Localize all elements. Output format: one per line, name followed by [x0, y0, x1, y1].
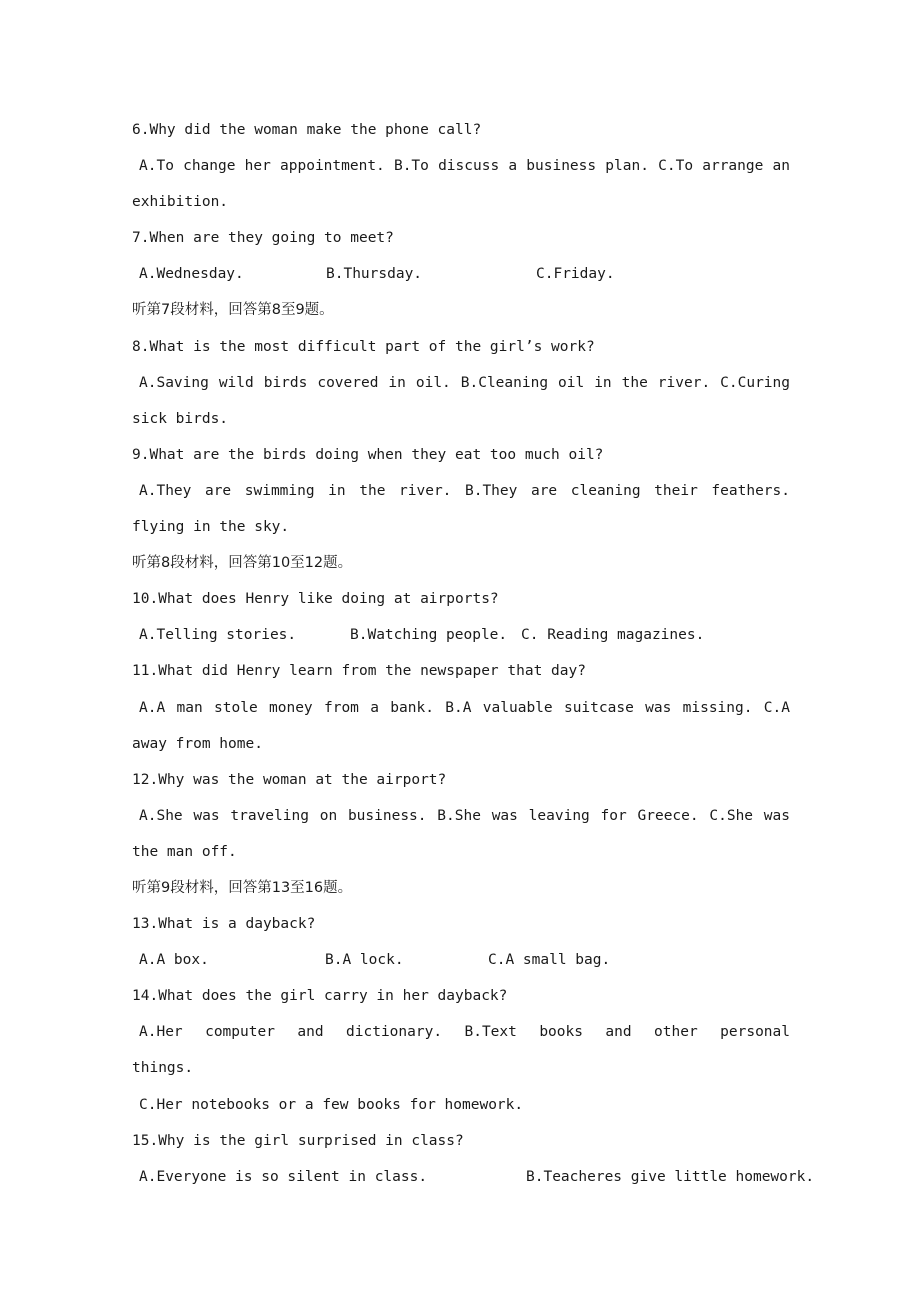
question-9-options-cont: flying in the sky.: [132, 519, 290, 536]
question-10: 10.What does Henry like doing at airports?: [132, 591, 499, 608]
option-c: C.Friday.: [536, 266, 615, 283]
question-6: 6.Why did the woman make the phone call?: [132, 122, 482, 138]
question-14: 14.What does the girl carry in her dayback?: [132, 988, 508, 1005]
section-heading-8: 听第8段材料，回答第10至12题。: [132, 555, 353, 572]
option-b: B.Thursday.: [326, 266, 423, 283]
question-14-options-cont: things.: [132, 1060, 194, 1077]
question-13: 13.What is a dayback?: [132, 916, 316, 933]
option-b: B.Watching people.: [350, 627, 508, 644]
question-11-options: A.A man stole money from a bank. B.A valuable suitcase was missing. C.A: [139, 699, 790, 716]
question-13-options: [132, 942, 790, 978]
option-c: C. Reading magazines.: [521, 627, 705, 644]
question-6-options: A.To change her appointment. B.To discuss a business plan. C.To arrange an: [139, 158, 790, 175]
question-9-options: A.They are swimming in the river. B.They are cleaning their feathers.: [139, 482, 790, 499]
option-a: A.Telling stories.: [139, 627, 297, 644]
question-11-options-cont: away from home.: [132, 735, 263, 752]
question-7: 7.When are they going to meet?: [132, 230, 394, 247]
question-14-options: A.Her computer and dictionary. B.Text books and other personal: [139, 1024, 790, 1041]
question-12-options: A.She was traveling on business. B.She was leaving for Greece. C.She was: [139, 807, 790, 824]
exam-page: [132, 112, 815, 1195]
question-8: 8.What is the most difficult part of the girl’s work?: [132, 338, 595, 355]
question-14-option-c: C.Her notebooks or a few books for homework.: [139, 1096, 524, 1113]
question-8-options-cont: sick birds.: [132, 410, 229, 427]
option-c: C.A small bag.: [488, 952, 611, 969]
question-8-options: A.Saving wild birds covered in oil. B.Cleaning oil in the river. C.Curing: [139, 374, 790, 391]
section-heading-7: 听第7段材料，回答第8至9题。: [132, 302, 334, 319]
question-9: 9.What are the birds doing when they eat too much oil?: [132, 446, 604, 463]
question-11: 11.What did Henry learn from the newspaper that day?: [132, 663, 586, 680]
question-6-options-cont: exhibition.: [132, 194, 229, 211]
question-7-options: [132, 256, 790, 292]
question-12: 12.Why was the woman at the airport?: [132, 771, 447, 788]
option-b: B.A lock.: [325, 952, 404, 969]
option-a: A.Everyone is so silent in class.: [139, 1168, 428, 1185]
option-a: A.Wednesday.: [139, 266, 244, 283]
option-b: B.Teacheres give little homework.: [526, 1168, 815, 1185]
question-15: 15.Why is the girl surprised in class?: [132, 1132, 464, 1149]
option-a: A.A box.: [139, 952, 209, 969]
question-15-options: [132, 1159, 815, 1195]
question-12-options-cont: the man off.: [132, 843, 237, 860]
question-10-options: [132, 617, 790, 653]
section-heading-9: 听第9段材料，回答第13至16题。: [132, 879, 353, 896]
